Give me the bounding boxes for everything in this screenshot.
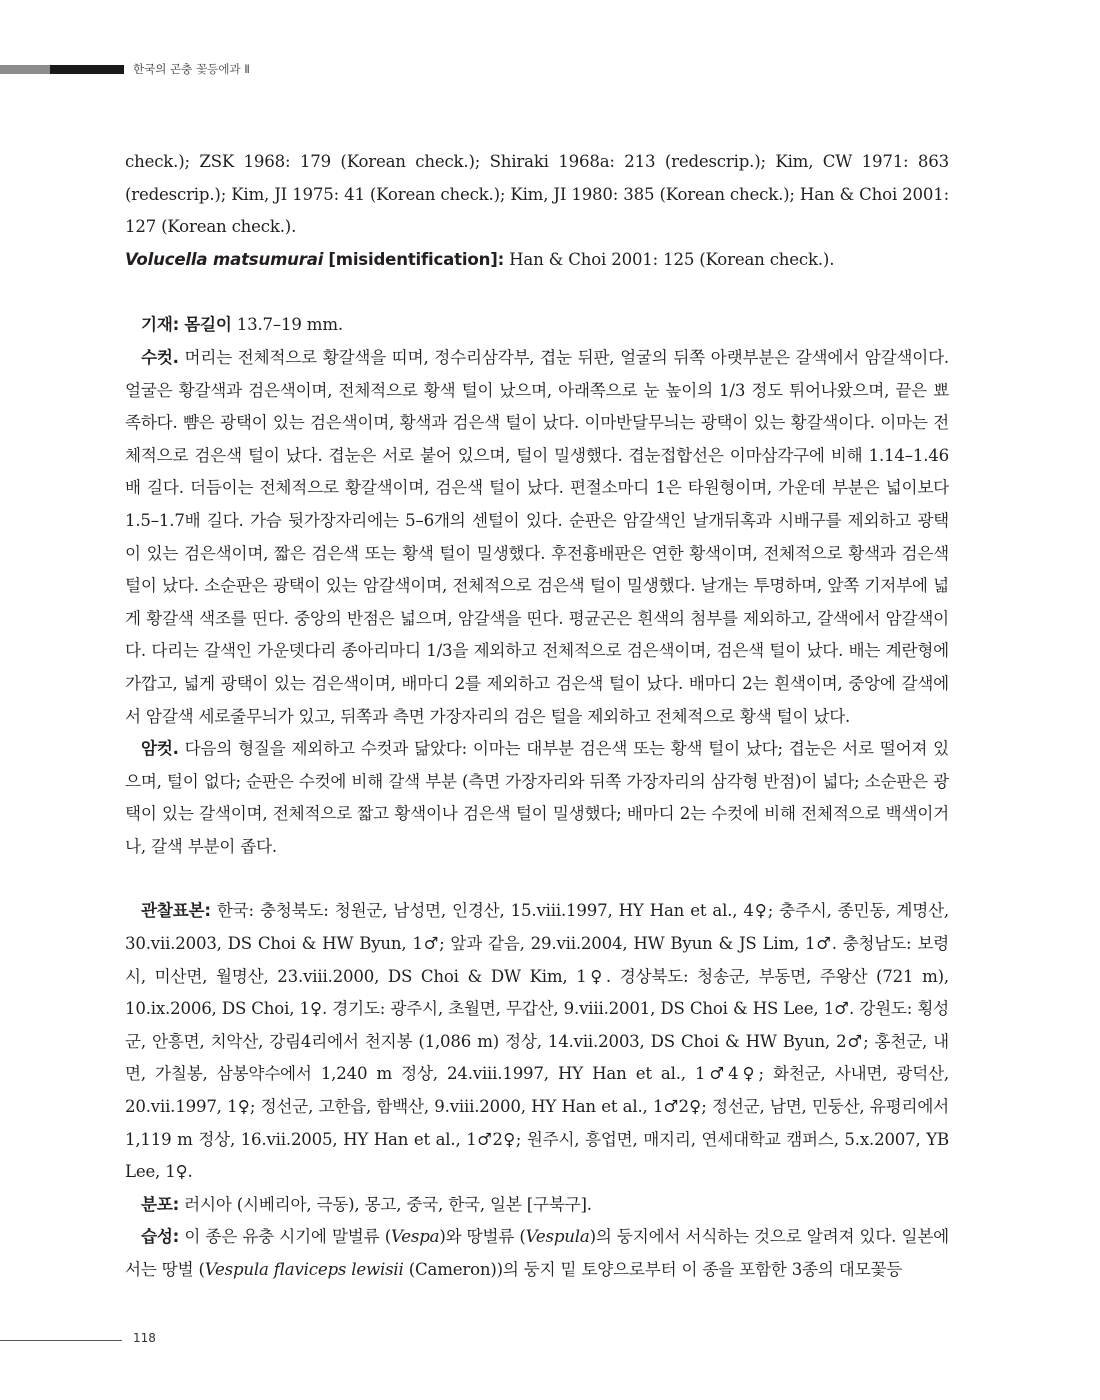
body-length-value: 13.7–19 mm. xyxy=(231,315,343,335)
chapter-subtitle: 꽃등에과 Ⅱ xyxy=(196,62,250,76)
genus-vespula: Vespula xyxy=(525,1227,590,1247)
female-description xyxy=(125,733,949,863)
description-label: 기재: xyxy=(141,315,180,335)
habitat-text-2: )와 땅벌류 ( xyxy=(439,1227,526,1247)
specimens-paragraph xyxy=(125,895,949,1188)
distribution-label: 분포: xyxy=(141,1194,180,1214)
habitat-paragraph xyxy=(125,1221,949,1286)
habitat-label: 습성: xyxy=(141,1227,180,1247)
misidentification-reference: Han & Choi 2001: 125 (Korean check.). xyxy=(504,249,835,269)
female-label: 암컷. xyxy=(141,739,179,759)
distribution-paragraph xyxy=(125,1189,949,1222)
header-bar-black xyxy=(50,65,124,74)
habitat-text-1: 이 종은 유충 시기에 말벌류 ( xyxy=(179,1227,391,1247)
specimens-label: 관찰표본: xyxy=(141,901,211,921)
genus-vespa: Vespa xyxy=(391,1227,440,1247)
male-label: 수컷. xyxy=(141,347,179,367)
body-length-label: 몸길이 xyxy=(184,315,232,335)
page-body xyxy=(125,146,949,1287)
species-vespula-flaviceps: Vespula flaviceps lewisii xyxy=(204,1260,404,1279)
description-heading xyxy=(125,309,949,342)
misidentification-label: [misidentification]: xyxy=(328,249,505,269)
misidentified-species-name: Volucella matsumurai xyxy=(125,249,324,269)
male-description xyxy=(125,342,949,733)
page-number: 118 xyxy=(133,1331,156,1345)
distribution-text: 러시아 (시베리아, 극동), 몽고, 중국, 한국, 일본 [구북구]. xyxy=(179,1194,592,1214)
habitat-text-3: )의 둥지에서 서식하는 것으로 알려져 있다. 일본에서는 땅벌 ( xyxy=(125,1227,949,1279)
male-text: 머리는 전체적으로 황갈색을 띠며, 정수리삼각부, 겹눈 뒤판, 얼굴의 뒤쪽 아랫부분은 갈색에서 암갈색이다. 얼굴은 황갈색과 검은색이며, 전체적으로 황색 털이 났으며, 아래쪽으로 눈 높이의 1/3 정도 튀어나왔으며, 끝은 뾰족하다. 뺨은 광택이 있는 검은색이며, 황색과 검은색 털이 났다. 이마반달무늬는 광택이 있는 황갈색이다. 이마는 전체적으로 검은색 털이 났다. 겹눈은 서로 붙어 있으며, 털이 밀생했다. 겹눈접합선은 이마삼각구에 비해 1.14–1.46배 길다. 더듬이는 전체적으로 황갈색이며, 검은색 털이 났다. 편절소마디 1은 타원형이며, 가운데 부분은 넓이보다 1.5–1.7배 길다. 가슴 뒷가장자리에는 5–6개의 센털이 있다. 순판은 암갈색인 날개뒤혹과 시배구를 제외하고 광택이 있는 검은색이며, 짧은 검은색 또는 황색 털이 밀생했다. 후전흉배판은 연한 황색이며, 전체적으로 황색과 검은색 털이 났다. 소순판은 광택이 있는 암갈색이며, 전체적으로 검은색 털이 밀생했다. 날개는 투명하며, 앞쪽 기저부에 넓게 황갈색 색조를 띤다. 중앙의 반점은 넓으며, 암갈색을 띤다. 평균곤은 흰색의 첨부를 제외하고, 갈색에서 암갈색이다. 다리는 갈색인 가운뎃다리 종아리마디 1/3을 제외하고 전체적으로 검은색이며, 검은색 털이 났다. 배는 계란형에 가깝고, 넓게 광택이 있는 검은색이며, 배마디 2를 제외하고 검은색 털이 났다. 배마디 2는 흰색이며, 중앙에 갈색에서 암갈색 세로줄무늬가 있고, 뒤쪽과 측면 가장자리의 검은 털을 제외하고 전체적으로 황색 털이 났다. xyxy=(125,347,949,726)
header-bar-gray xyxy=(0,65,50,74)
footer-rule xyxy=(0,1340,122,1341)
specimens-text: 한국: 충청북도: 청원군, 남성면, 인경산, 15.viii.1997, HY Han et al., 4♀; 충주시, 종민동, 계명산, 30.vii.2003, DS Choi & HW Byun, 1♂; 앞과 같음, 29.vii.2004, HW Byun & JS Lim, 1♂. 충청남도: 보령시, 미산면, 월명산, 23.viii.2000, DS Choi & DW Kim, 1♀. 경상북도: 청송군, 부동면, 주왕산 (721 m), 10.ix.2006, DS Choi, 1♀. 경기도: 광주시, 초월면, 무갑산, 9.viii.2001, DS Choi & HS Lee, 1♂. 강원도: 횡성군, 안흥면, 치악산, 강림4리에서 천지봉 (1,086 m) 정상, 14.vii.2003, DS Choi & HW Byun, 2♂; 홍천군, 내면, 가칠봉, 삼봉약수에서 1,240 m 정상, 24.viii.1997, HY Han et al., 1♂4♀; 화천군, 사내면, 광덕산, 20.vii.1997, 1♀; 정선군, 고한읍, 함백산, 9.viii.2000, HY Han et al., 1♂2♀; 정선군, 남면, 민둥산, 유평리에서 1,119 m 정상, 16.vii.2005, HY Han et al., 1♂2♀; 원주시, 흥업면, 매지리, 연세대학교 캠퍼스, 5.x.2007, YB Lee, 1♀. xyxy=(125,901,949,1182)
running-header xyxy=(133,61,250,77)
references-text: check.); ZSK 1968: 179 (Korean check.); Shiraki 1968a: 213 (redescrip.); Kim, CW 1971: 863 (redescrip.); Kim, JI 1975: 41 (Korean check.); Kim, JI 1980: 385 (Korean check.); Han & Choi 2001: 127 (Korean check.). xyxy=(125,152,949,237)
book-title: 한국의 곤충 xyxy=(133,62,193,76)
references-paragraph xyxy=(125,146,949,276)
habitat-text-4: (Cameron))의 둥지 밑 토양으로부터 이 종을 포함한 3종의 대모꽃등 xyxy=(403,1260,903,1279)
female-text: 다음의 형질을 제외하고 수컷과 닮았다: 이마는 대부분 검은색 또는 황색 털이 났다; 겹눈은 서로 떨어져 있으며, 털이 없다; 순판은 수컷에 비해 갈색 부분 (측면 가장자리와 뒤쪽 가장자리의 삼각형 반점)이 넓다; 소순판은 광택이 있는 갈색이며, 전체적으로 짧고 황색이나 검은색 털이 밀생했다; 배마디 2는 수컷에 비해 전체적으로 백색이거나, 갈색 부분이 좁다. xyxy=(125,739,949,856)
